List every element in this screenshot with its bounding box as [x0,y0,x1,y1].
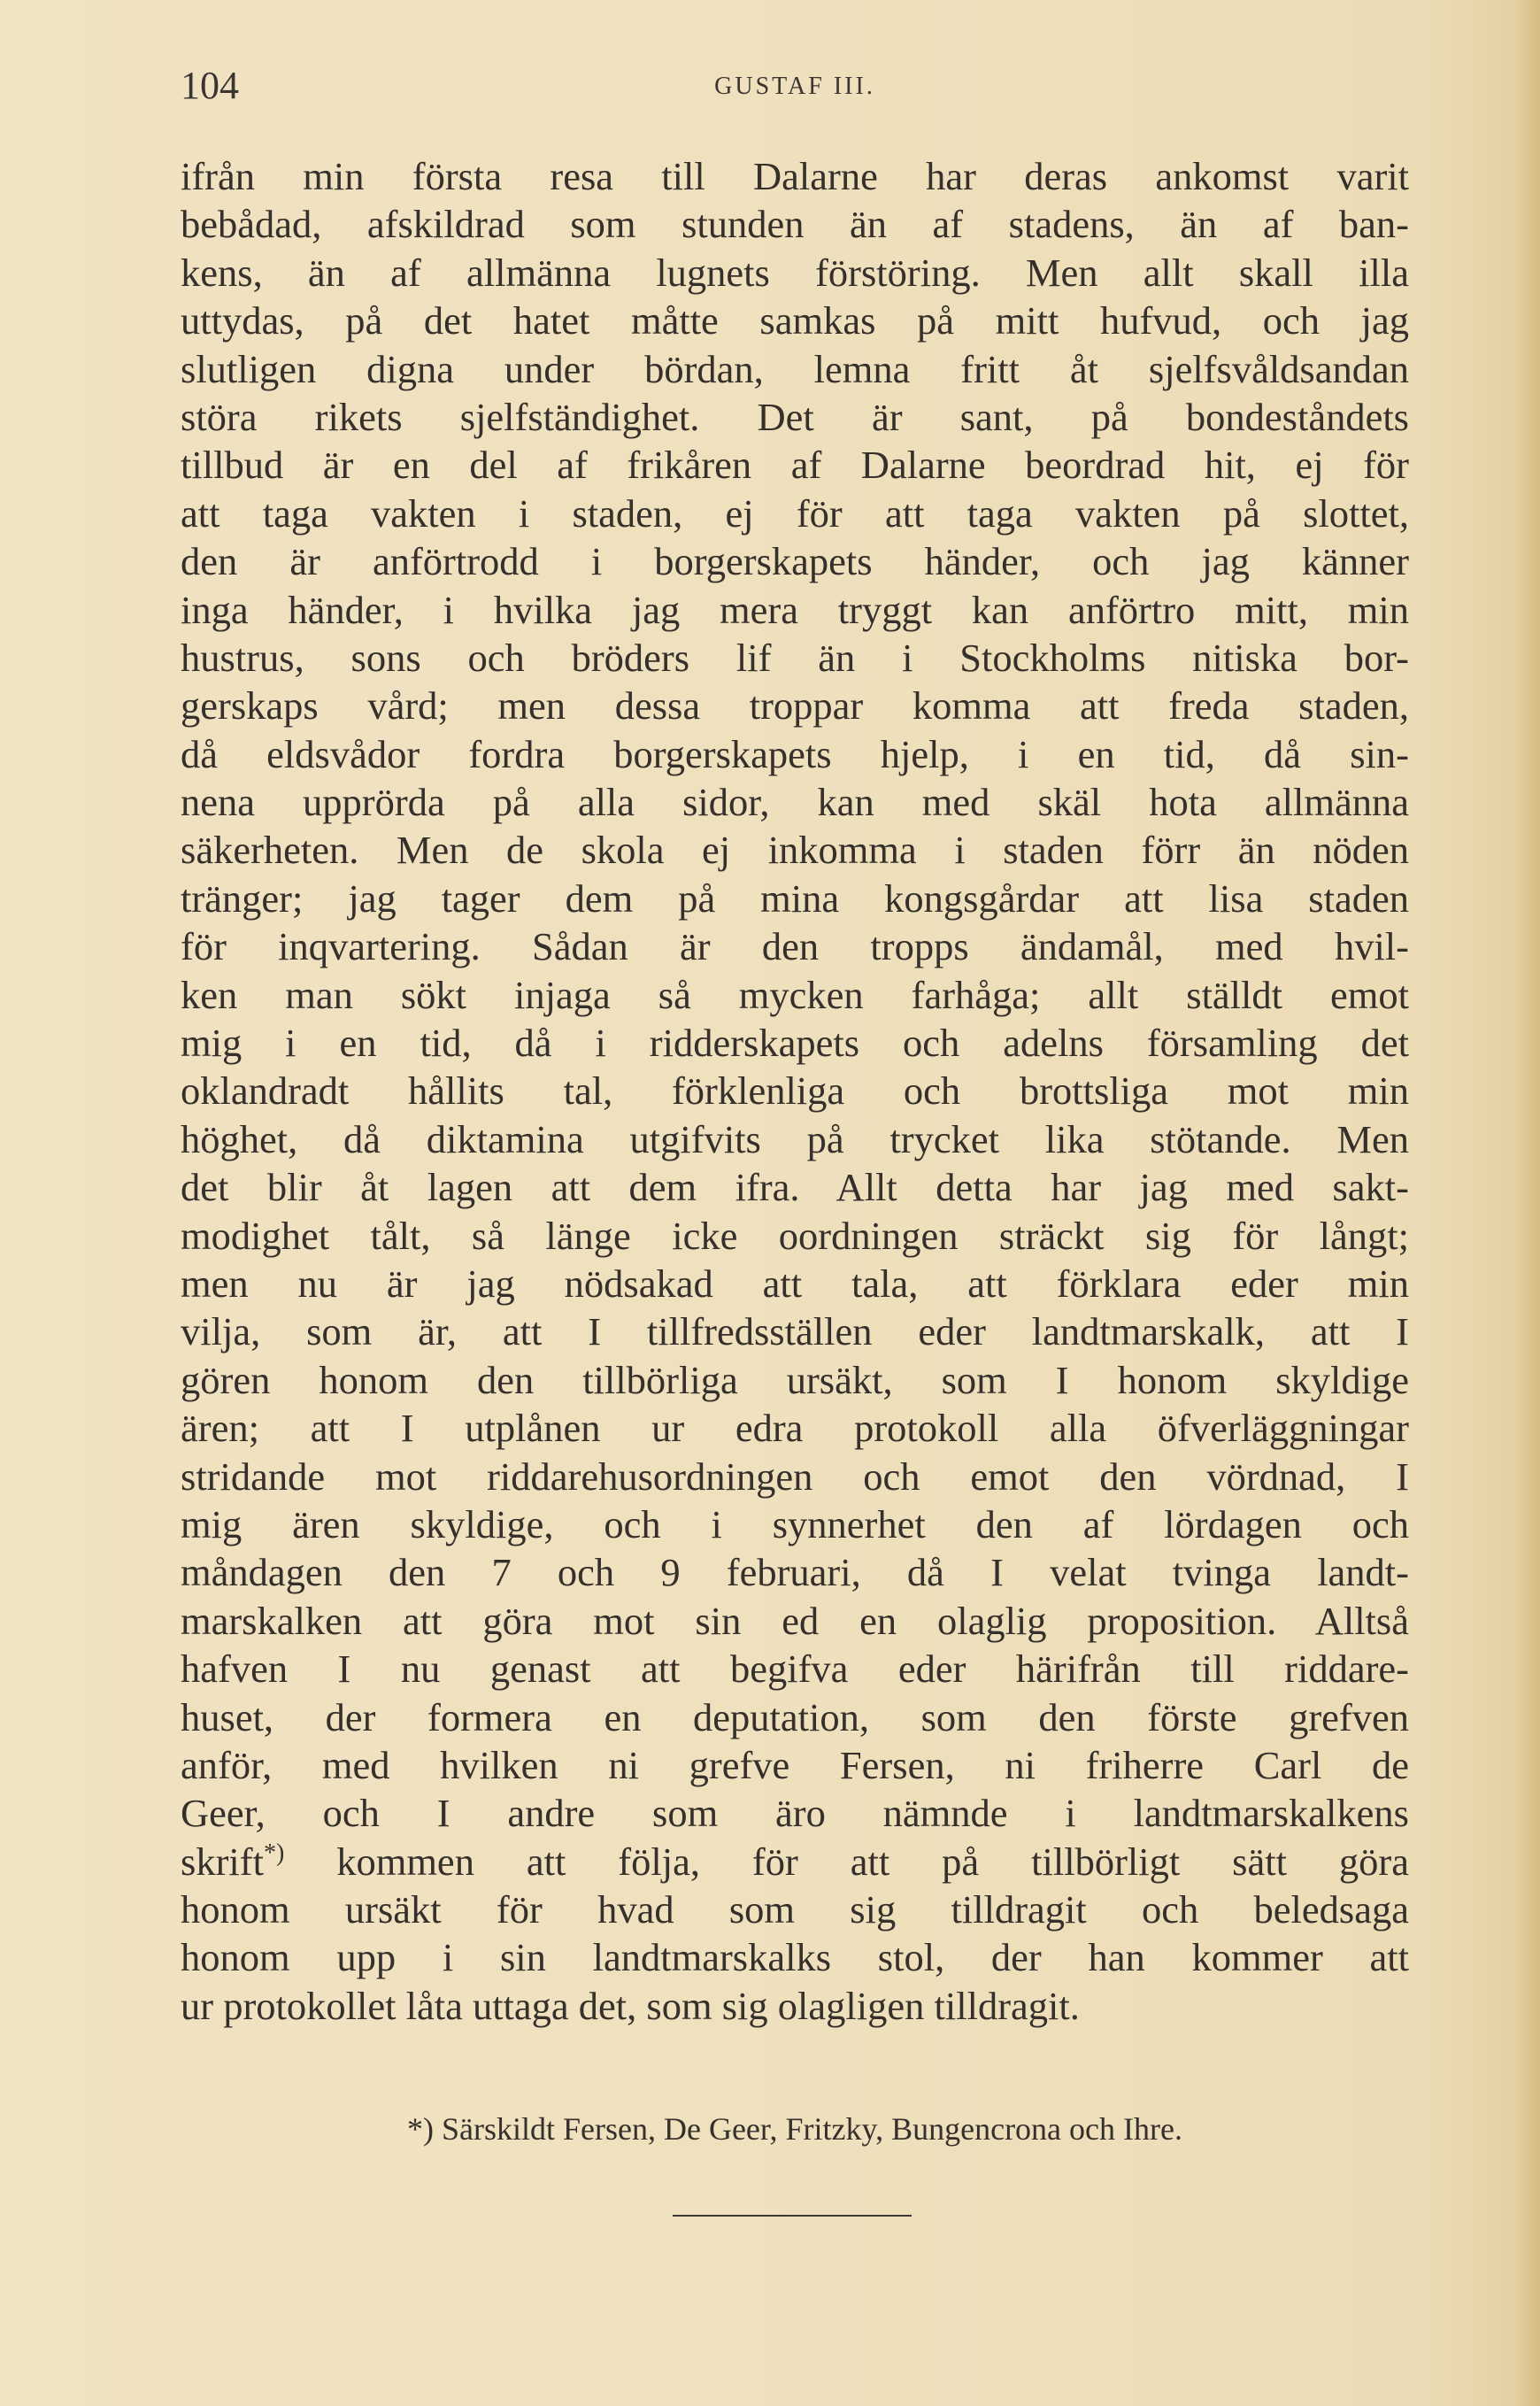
text-line: marskalken att göra mot sin ed en olaglig proposition. Alltså [181,1598,1409,1643]
footnote: *) Särskildt Fersen, De Geer, Fritzky, Bungencrona och Ihre. [407,2111,1182,2147]
text-line: ären; att I utplånen ur edra protokoll alla öfverläggningar [181,1406,1409,1451]
text-line: vilja, som är, att I tillfredsställen eder landtmarskalk, att I [181,1309,1409,1354]
text-line: att taga vakten i staden, ej för att taga vakten på slottet, [181,490,1409,536]
text-line: slutligen digna under bördan, lemna fritt åt sjelfsvåldsandan [181,346,1409,391]
text-line: tränger; jag tager dem på mina kongsgårdar att lisa staden [181,875,1409,921]
text-line: säkerheten. Men de skola ej inkomma i staden förr än nöden [181,828,1409,873]
text-line: men nu är jag nödsakad att tala, att förklara eder min [181,1261,1409,1306]
text-line: mig ären skyldige, och i synnerhet den af lördagen och [181,1501,1409,1546]
text-line: Geer, och I andre som äro nämnde i landtmarskalkens [181,1791,1409,1836]
text-line: stridande mot riddarehusordningen och emot den vördnad, I [181,1454,1409,1499]
text-line: honom ursäkt för hvad som sig tilldragit och beledsaga [181,1887,1409,1932]
page-edge-shadow [1513,0,1540,2406]
text-line-with-footnote-ref [181,1838,1409,1885]
text-segment: kommen att följa, för att på tillbörligt sätt göra [284,1839,1409,1884]
text-line: inga händer, i hvilka jag mera tryggt kan anförtro mitt, min [181,587,1409,632]
text-line: oklandradt hållits tal, förklenliga och brottsliga mot min [181,1068,1409,1114]
text-line: för inqvartering. Sådan är den tropps ändamål, med hvil- [181,924,1409,969]
text-line: uttydas, på det hatet måtte samkas på mitt hufvud, och jag [181,298,1409,343]
text-line: gören honom den tillbörliga ursäkt, som I honom skyldige [181,1357,1409,1402]
text-line: höghet, då diktamina utgifvits på trycket lika stötande. Men [181,1116,1409,1161]
page-number: 104 [181,64,239,107]
text-line: anför, med hvilken ni grefve Fersen, ni friherre Carl de [181,1742,1409,1787]
text-line: modighet tålt, så länge icke oordningen sträckt sig för långt; [181,1213,1409,1258]
end-rule [673,2215,912,2217]
text-line: honom upp i sin landtmarskalks stol, der han kommer att [181,1935,1409,1980]
text-line: hustrus, sons och bröders lif än i Stockholms nitiska bor- [181,635,1409,680]
text-line: gerskaps vård; men dessa troppar komma att freda staden, [181,683,1409,729]
text-line: mig i en tid, då i ridderskapets och adelns församling det [181,1021,1409,1066]
text-line: bebådad, afskildrad som stunden än af stadens, än af ban- [181,202,1409,247]
text-line: måndagen den 7 och 9 februari, då I velat tvinga landt- [181,1550,1409,1595]
running-title: GUSTAF III. [714,73,875,100]
body-text [181,152,1409,2030]
text-segment: skrift [181,1839,264,1884]
text-line: ifrån min första resa till Dalarne har deras ankomst varit [181,154,1409,198]
text-line: huset, der formera en deputation, som den förste grefven [181,1694,1409,1739]
text-line: nena upprörda på alla sidor, kan med skäl hota allmänna [181,780,1409,825]
text-line: det blir åt lagen att dem ifra. Allt detta har jag med sakt- [181,1165,1409,1210]
running-head [181,64,1409,108]
text-line: den är anförtrodd i borgerskapets händer, och jag känner [181,539,1409,584]
text-line: ken man sökt injaga så mycken farhåga; allt ställdt emot [181,972,1409,1017]
text-line: ur protokollet låta uttaga det, som sig olagligen tilldragit. [181,1983,1080,2028]
text-line: då eldsvådor fordra borgerskapets hjelp, i en tid, då sin- [181,731,1409,776]
footnote-marker: *) [263,1839,285,1867]
text-line: kens, än af allmänna lugnets förstöring. Men allt skall illa [181,250,1409,295]
text-line: störa rikets sjelfständighet. Det är sant, på bondeståndets [181,394,1409,439]
text-line: hafven I nu genast att begifva eder härifrån till riddare- [181,1646,1409,1692]
text-line: tillbud är en del af frikåren af Dalarne beordrad hit, ej för [181,443,1409,488]
